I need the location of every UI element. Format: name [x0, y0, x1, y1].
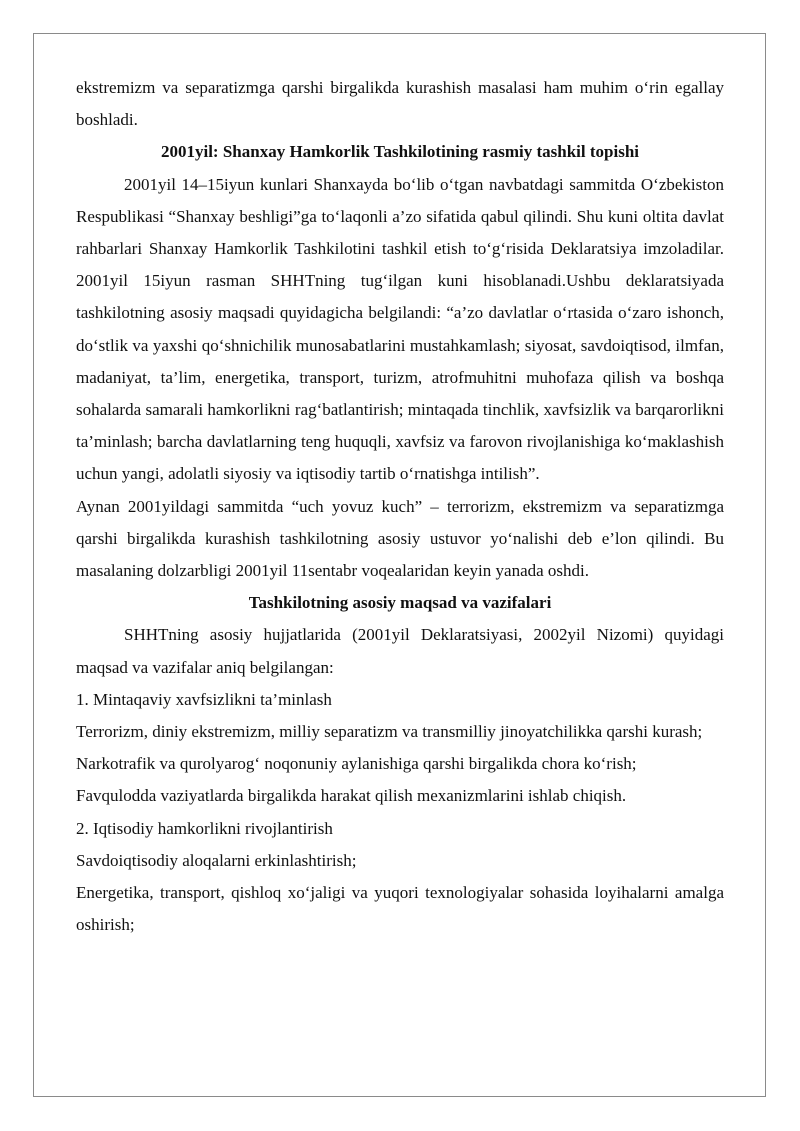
list-item-energy-projects: Energetika, transport, qishloq xo‘jaligi va yuqori texnologiyalar sohasida loyihalarni amalga oshirish; [76, 883, 724, 935]
list-heading-economic: 2. Iqtisodiy hamkorlikni rivojlantirish [76, 818, 333, 838]
paragraph-2001-summit: 2001yil 14–15iyun kunlari Shanxayda bo‘lib o‘tgan navbatdagi sammitda O‘zbekiston Respublikasi “Shanxay beshligi”ga to‘laqonli a’zo sifatida qabul qilindi. Shu kuni oltita davlat rahbarlari Shanxay Hamkorlik Tashkilotini tashkil etish to‘g‘risida Deklaratsiya imzoladilar. 2001yil 15iyun rasman SHHTning tug‘ilgan kuni hisoblanadi.Ushbu deklaratsiyada tashkilotning asosiy maqsadi quyidagicha belgilandi: “a’zo davlatlar o‘rtasida o‘zaro ishonch, do‘stlik va yaxshi qo‘shnichilik munosabatlarini mustahkamlash; siyosat, savdoiqtisod, ilmfan, madaniyat, ta’lim, energetika, transport, turizm, atrofmuhitni muhofaza qilish va boshqa sohalarda samarali hamkorlikni rag‘batlantirish; mintaqada tinchlik, xavfsizlik va barqarorlikni ta’minlash; barcha davlatlarning teng huquqli, xavfsiz va farovon rivojlanishiga ko‘maklashish uchun yangi, adolatli siyosiy va iqtisodiy tartib o‘rnatishga intilish”. [76, 174, 724, 484]
document-body [76, 72, 724, 941]
list-item-narcotrafficking: Narkotrafik va qurolyarog‘ noqonuniy aylanishiga qarshi birgalikda chora ko‘rish; [76, 754, 637, 774]
paragraph-intro-continuation: ekstremizm va separatizmga qarshi birgalikda kurashish masalasi ham muhim o‘rin egallay boshladi. [76, 78, 724, 130]
list-heading-security: 1. Mintaqaviy xavfsizlikni ta’minlash [76, 689, 332, 709]
list-item-trade: Savdoiqtisodiy aloqalarni erkinlashtirish; [76, 850, 357, 870]
list-item-terrorism: Terrorizm, diniy ekstremizm, milliy separatizm va transmilliy jinoyatchilikka qarshi kurash; [76, 722, 703, 742]
section-heading-goals: Tashkilotning asosiy maqsad va vazifalari [248, 593, 552, 613]
paragraph-three-evils: Aynan 2001yildagi sammitda “uch yovuz kuch” – terrorizm, ekstremizm va separatizmga qarshi birgalikda kurashish tashkilotning asosiy ustuvor yo‘nalishi deb e’lon qilindi. Bu masalaning dolzarbligi 2001yil 11sentabr voqealaridan keyin yanada oshdi. [76, 496, 724, 581]
list-item-emergencies: Favqulodda vaziyatlarda birgalikda harakat qilish mexanizmlarini ishlab chiqish. [76, 786, 627, 806]
section-heading-2001: 2001yil: Shanxay Hamkorlik Tashkilotining rasmiy tashkil topishi [160, 142, 640, 162]
paragraph-goals-intro: SHHTning asosiy hujjatlarida (2001yil Deklaratsiyasi, 2002yil Nizomi) quyidagi maqsad va vazifalar aniq belgilangan: [76, 625, 724, 677]
